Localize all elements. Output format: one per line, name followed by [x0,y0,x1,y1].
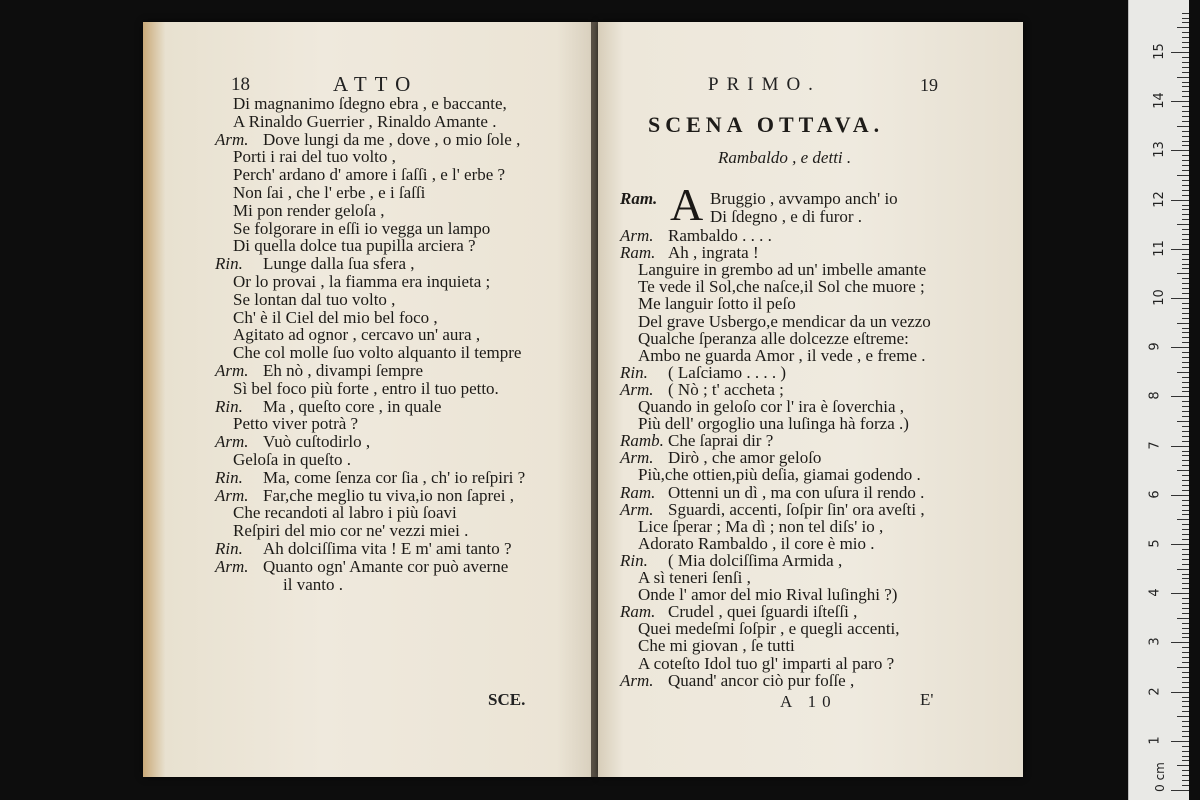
ruler-label: 7 [1147,440,1163,450]
text-line: Agitato ad ognor , cercavo un' aura , [233,325,481,345]
text-line: Lice ſperar ; Ma dì ; non tel diſs' io , [638,516,884,536]
ruler-tick [1182,195,1189,196]
first-line-1: Bruggio , avvampo anch' io [710,189,898,208]
text-line: Dirò , che amor geloſo [668,448,822,468]
ruler-tick [1182,357,1189,358]
speaker-label: Arm. [620,448,654,468]
text-line: Ma , queſto core , in quale [263,396,442,416]
ruler-tick [1182,205,1189,206]
ruler-label: 6 [1147,490,1163,499]
ruler-label: 10 [1151,289,1167,306]
text-line: Or lo provai , la fiamma era inquieta ; [233,272,491,291]
ruler-tick [1182,141,1189,142]
ruler-tick [1171,741,1189,742]
ruler-tick [1182,524,1189,525]
ruler-tick [1171,495,1189,496]
scene-subtitle: Rambaldo , e detti . [718,148,852,167]
ruler-tick [1182,209,1189,210]
ruler-tick [1182,22,1189,23]
ruler-tick [1177,618,1189,619]
text-line: Ambo ne guarda Amor , il vede , e freme . [638,345,926,365]
ruler-tick [1182,662,1189,663]
ruler-tick [1182,382,1189,383]
ruler-tick [1182,652,1189,653]
speaker-label: Rin. [215,396,243,416]
text-line: Crudel , quei ſguardi iſteſſi , [668,602,858,622]
ruler-label: 2 [1147,686,1163,696]
text-line: Più dell' orgoglio una luſinga hà forza .) [638,414,909,434]
text-line: Ah , ingrata ! [668,243,759,263]
text-line: Ah dolciſſima vita ! E m' ami tanto ? [263,539,512,558]
text-line: Ottenni un dì , ma con uſura il rendo . [668,482,925,502]
ruler-tick [1182,760,1189,761]
ruler-tick [1182,436,1189,437]
ruler-tick [1182,264,1189,265]
ruler-tick [1182,214,1189,215]
ruler-tick [1182,647,1189,648]
ruler-tick [1182,406,1189,407]
speaker-label: Rin. [215,539,243,558]
ruler-tick [1182,332,1189,333]
ruler-tick [1182,701,1189,702]
text-line: Rambaldo . . . . [668,226,772,245]
ruler-tick [1171,298,1189,299]
text-line: Ch' è il Ciel del mio bel foco , [233,307,438,327]
catchword-right: E' [920,690,934,709]
first-speaker: Ram. [620,189,658,208]
speaker-label: Ram. [620,243,656,263]
ruler-tick [1182,190,1189,191]
text-line: Più,che ottien,più deſia, giamai godendo . [638,465,921,485]
ruler-tick [1171,642,1189,643]
ruler-tick [1182,244,1189,245]
ruler-label: 8 [1147,391,1163,401]
text-line: Che mi giovan , ſe tutti [638,636,795,656]
ruler-tick [1182,451,1189,452]
ruler-tick [1182,106,1189,107]
ruler-tick [1182,687,1189,688]
ruler-tick [1182,416,1189,417]
running-head-right: PRIMO. [708,74,821,95]
speaker-label: Rin. [620,550,648,570]
ruler-tick [1182,785,1189,786]
text-line: Che recandoti al labro i più ſoavi [233,503,457,523]
ruler-label: 5 [1147,539,1163,548]
open-book [143,22,1023,777]
text-line: ( Mia dolciſſima Armida , [668,550,843,570]
ruler-tick [1182,633,1189,634]
ruler-tick [1182,352,1189,353]
speaker-label: Ram. [620,482,656,502]
ruler-tick [1182,160,1189,161]
text-line: Reſpiri del mio cor ne' vezzi miei . [233,521,469,541]
ruler-tick [1177,126,1189,127]
ruler-tick [1182,111,1189,112]
text-line: A sì teneri ſenſi , [638,568,751,587]
ruler-tick [1182,431,1189,432]
ruler-tick [1171,150,1189,151]
ruler-tick [1182,460,1189,461]
text-line: Me languir ſotto il peſo [638,294,796,314]
ruler-tick [1182,603,1189,604]
ruler-tick [1171,347,1189,348]
first-line-2: Di ſdegno , e di furor . [710,207,863,226]
ruler-tick [1182,32,1189,33]
ruler-tick [1182,91,1189,92]
ruler-tick [1182,116,1189,117]
ruler-tick [1182,278,1189,279]
text-line: Vuò cuſtodirlo , [263,432,371,452]
ruler-tick [1182,554,1189,555]
text-line: Di quella dolce tua pupilla arciera ? [233,236,476,256]
ruler-tick [1177,323,1189,324]
ruler-label: 14 [1151,92,1167,109]
ruler-tick [1182,746,1189,747]
text-line: Di magnanimo ſdegno ebra , e baccante, [233,94,507,113]
ruler-tick [1182,337,1189,338]
ruler-tick [1182,583,1189,584]
ruler-tick [1182,283,1189,284]
ruler-tick [1182,706,1189,707]
ruler-tick [1182,608,1189,609]
measuring-ruler [1128,0,1189,800]
text-line: Languire in grembo ad un' imbelle amante [638,260,927,280]
ruler-tick [1182,219,1189,220]
text-line: A coteſto Idol tuo gl' imparti al paro ? [638,653,895,673]
ruler-tick [1182,475,1189,476]
ruler-tick [1182,313,1189,314]
ruler-tick [1182,756,1189,757]
speaker-label: Arm. [620,670,654,690]
left-page [143,22,593,777]
speaker-label: Rin. [215,254,243,274]
text-line: Non ſai , che l' erbe , e i ſaſſi [233,183,426,202]
ruler-tick [1171,249,1189,250]
ruler-tick [1182,303,1189,304]
ruler-tick [1182,574,1189,575]
ruler-tick [1182,72,1189,73]
ruler-tick [1182,121,1189,122]
ruler-tick [1182,775,1189,776]
ruler-tick [1182,18,1189,19]
ruler-tick [1182,549,1189,550]
ruler-tick [1182,67,1189,68]
drop-cap: A [670,179,704,230]
text-line: Dove lungi da me , dove , o mio ſole , [263,129,521,149]
ruler-tick [1182,780,1189,781]
ruler-tick [1182,455,1189,456]
right-page [598,22,1023,777]
text-line: Che col molle ſuo volto alquanto il tempre [233,343,522,363]
ruler-tick [1182,145,1189,146]
ruler-tick [1182,411,1189,412]
ruler-tick [1182,391,1189,392]
ruler-tick [1177,77,1189,78]
speaker-label: Arm. [620,499,654,519]
text-line: ( Laſciamo . . . . ) [668,362,787,382]
ruler-tick [1171,544,1189,545]
ruler-tick [1171,101,1189,102]
ruler-tick [1182,677,1189,678]
ruler-tick [1171,692,1189,693]
ruler-tick [1182,588,1189,589]
ruler-tick [1182,259,1189,260]
ruler-tick [1182,136,1189,137]
speaker-label: Arm. [215,556,249,576]
ruler-tick [1177,273,1189,274]
ruler-tick [1182,342,1189,343]
ruler-tick [1182,721,1189,722]
ruler-tick [1182,465,1189,466]
ruler-tick [1182,657,1189,658]
ruler-tick [1182,623,1189,624]
ruler-tick [1182,165,1189,166]
ruler-tick [1182,82,1189,83]
ruler-tick [1182,559,1189,560]
ruler-label: 15 [1151,43,1167,60]
ruler-label: 13 [1151,141,1167,159]
text-line: Eh nò , divampi ſempre [263,361,424,380]
ruler-tick [1182,13,1189,14]
text-line: Del grave Usbergo,e mendicar da un vezzo [638,311,931,331]
page-number-left: 18 [231,74,250,95]
ruler-tick [1182,57,1189,58]
ruler-tick [1182,613,1189,614]
ruler-label: 4 [1147,588,1163,597]
ruler-tick [1182,697,1189,698]
ruler-tick [1177,470,1189,471]
ruler-tick [1182,510,1189,511]
ruler-label: 3 [1147,637,1163,647]
text-line: Quanto ogn' Amante cor può averne [263,556,509,576]
ruler-tick [1182,500,1189,501]
ruler-tick [1182,387,1189,388]
ruler-tick [1171,396,1189,397]
ruler-tick [1182,637,1189,638]
ruler-tick [1182,534,1189,535]
text-line: Qualche ſperanza alle dolcezze eſtreme: [638,328,909,348]
speaker-label: Arm. [620,379,654,399]
text-line: Quei medeſmi ſoſpir , e quegli accenti, [638,619,900,639]
ruler-tick [1177,421,1189,422]
ruler-tick [1177,716,1189,717]
ruler-tick [1171,790,1189,791]
ruler-tick [1182,293,1189,294]
ruler-tick [1171,200,1189,201]
text-line: Geloſa in queſto . [233,450,352,469]
ruler-tick [1182,711,1189,712]
text-line: Se lontan dal tuo volto , [233,289,396,309]
ruler-label: 12 [1151,190,1167,208]
speaker-label: Arm. [215,361,249,380]
text-line: Onde l' amor del mio Rival luſinghi ?) [638,585,898,605]
ruler-tick [1182,239,1189,240]
ruler-tick [1182,672,1189,673]
ruler-tick [1182,362,1189,363]
ruler-tick [1182,62,1189,63]
text-line: Quand' ancor ciò pur foſſe , [668,670,855,690]
ruler-tick [1182,426,1189,427]
ruler-tick [1182,229,1189,230]
text-line: Se folgorare in eſſi io vegga un lampo [233,218,491,238]
text-line: Mi pon render geloſa , [233,200,385,220]
ruler-tick [1171,593,1189,594]
ruler-tick [1177,175,1189,176]
text-line: Sì bel foco più forte , entro il tuo petto. [233,378,499,398]
ruler-tick [1182,47,1189,48]
text-line: Sguardi, accenti, ſoſpir ſin' ora aveſti , [668,499,925,519]
ruler-tick [1182,328,1189,329]
ruler-tick [1182,185,1189,186]
ruler-tick [1182,401,1189,402]
ruler-tick [1182,578,1189,579]
signature-mark: A 10 [780,692,837,711]
ruler-tick [1182,514,1189,515]
ruler-tick [1182,490,1189,491]
speaker-label: Arm. [215,485,249,505]
ruler-tick [1182,42,1189,43]
ruler-tick [1182,377,1189,378]
ruler-tick [1177,519,1189,520]
speaker-label: Arm. [620,226,654,245]
ruler-tick [1182,131,1189,132]
ruler-tick [1182,37,1189,38]
text-line: il vanto . [283,574,343,594]
text-line: Lunge dalla ſua sfera , [263,254,415,274]
ruler-tick [1177,765,1189,766]
speaker-label: Arm. [215,432,249,452]
ruler-tick [1182,268,1189,269]
ruler-tick [1182,682,1189,683]
ruler-tick [1182,564,1189,565]
text-line: Che ſaprai dir ? [668,431,774,451]
ruler-tick [1177,224,1189,225]
running-head-left: ATTO [333,72,419,96]
text-line: Quando in geloſo cor l' ira è ſoverchia , [638,397,904,416]
ruler-tick [1182,170,1189,171]
scene-title: SCENA OTTAVA. [648,112,885,137]
ruler-tick [1177,667,1189,668]
ruler-tick [1182,288,1189,289]
ruler-tick [1177,569,1189,570]
speaker-label: Rin. [215,467,243,487]
text-line: Te vede il Sol,che naſce,il Sol che muore ; [638,277,925,297]
ruler-tick [1182,318,1189,319]
ruler-tick [1182,441,1189,442]
ruler-tick [1182,86,1189,87]
ruler-tick [1182,96,1189,97]
ruler-tick [1182,529,1189,530]
text-line: Petto viver potrà ? [233,414,359,434]
ruler-tick [1182,598,1189,599]
catchword-left: SCE. [488,690,526,709]
ruler-label: 11 [1151,240,1167,257]
ruler-tick [1182,234,1189,235]
ruler-label: 1 [1147,736,1163,745]
ruler-label: 9 [1147,342,1163,351]
ruler-tick [1177,372,1189,373]
text-line: Adorato Rambaldo , il core è mio . [638,533,875,553]
ruler-tick [1182,736,1189,737]
ruler-tick [1182,731,1189,732]
ruler-tick [1182,726,1189,727]
text-line: Ma, come ſenza cor ſia , ch' io reſpiri ? [263,467,526,487]
speaker-label: Ram. [620,602,656,622]
ruler-tick [1182,308,1189,309]
ruler-tick [1182,155,1189,156]
ruler-tick [1177,27,1189,28]
ruler-unit: 0 cm [1152,762,1167,792]
ruler-tick [1182,539,1189,540]
ruler-tick [1182,505,1189,506]
page-number-right: 19 [920,75,938,95]
ruler-tick [1182,367,1189,368]
ruler-tick [1171,52,1189,53]
ruler-tick [1182,628,1189,629]
ruler-tick [1182,751,1189,752]
speaker-label: Arm. [215,129,249,149]
ruler-tick [1182,770,1189,771]
ruler-tick [1182,254,1189,255]
text-line: Porti i rai del tuo volto , [233,147,396,167]
ruler-tick [1182,480,1189,481]
text-line: A Rinaldo Guerrier , Rinaldo Amante . [233,111,497,131]
ruler-tick [1171,446,1189,447]
ruler-tick [1182,180,1189,181]
speaker-label: Ramb. [620,431,664,451]
text-line: Perch' ardano d' amore i ſaſſi , e l' erbe ? [233,165,506,185]
ruler-tick [1182,485,1189,486]
speaker-label: Rin. [620,362,648,382]
text-line: Far,che meglio tu viva,io non ſaprei , [263,485,514,505]
text-line: ( Nò ; t' accheta ; [668,379,784,399]
